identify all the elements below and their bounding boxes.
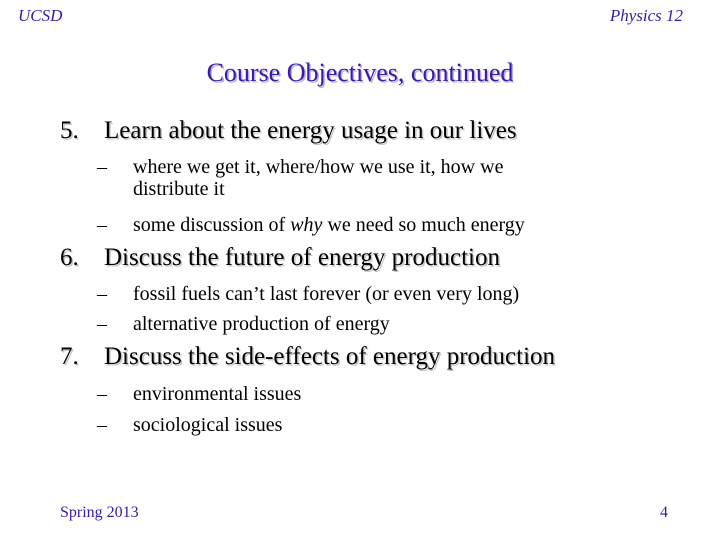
header-right-label: Physics 12 [609,6,683,25]
objective-6-subitem-1 [97,283,519,305]
objective-6-subitem-2 [97,313,390,335]
subitem-text-after: we need so much energy [322,214,525,236]
objective-number: 6. [60,244,79,271]
objective-number: 7. [60,343,79,370]
header-left-label: UCSD [18,6,63,25]
objective-7-subitem-1 [97,383,301,405]
subitem-text: environmental issues [133,383,302,405]
footer-term: Spring 2013 [60,504,139,521]
objective-text: Learn about the energy usage in our lives [104,117,517,144]
dash-bullet: – [97,283,107,305]
subitem-text-emphasis: why [290,214,323,236]
objective-5-subitem-1 [97,156,503,200]
dash-bullet: – [97,156,107,178]
subitem-text-before: some discussion of [133,214,291,236]
objective-7 [60,343,555,371]
slide-title: Course Objectives, continued [206,58,514,87]
subitem-text: sociological issues [133,414,283,436]
objective-number: 5. [60,117,79,144]
dash-bullet: – [97,214,107,236]
objective-text: Discuss the future of energy production [104,244,500,271]
page-number: 4 [660,504,668,521]
dash-bullet: – [97,313,107,335]
objective-6 [60,244,500,272]
subitem-text: where we get it, where/how we use it, how we [133,156,504,178]
dash-bullet: – [97,383,107,405]
objective-7-subitem-2 [97,414,282,436]
dash-bullet: – [97,414,107,436]
subitem-text: fossil fuels can’t last forever (or even very long) [133,283,520,305]
objective-5-subitem-2 [97,214,525,236]
subitem-text: alternative production of energy [133,313,390,335]
objective-text: Discuss the side-effects of energy production [104,343,556,370]
objective-5 [60,117,517,145]
subitem-text-continued: distribute it [133,178,225,200]
